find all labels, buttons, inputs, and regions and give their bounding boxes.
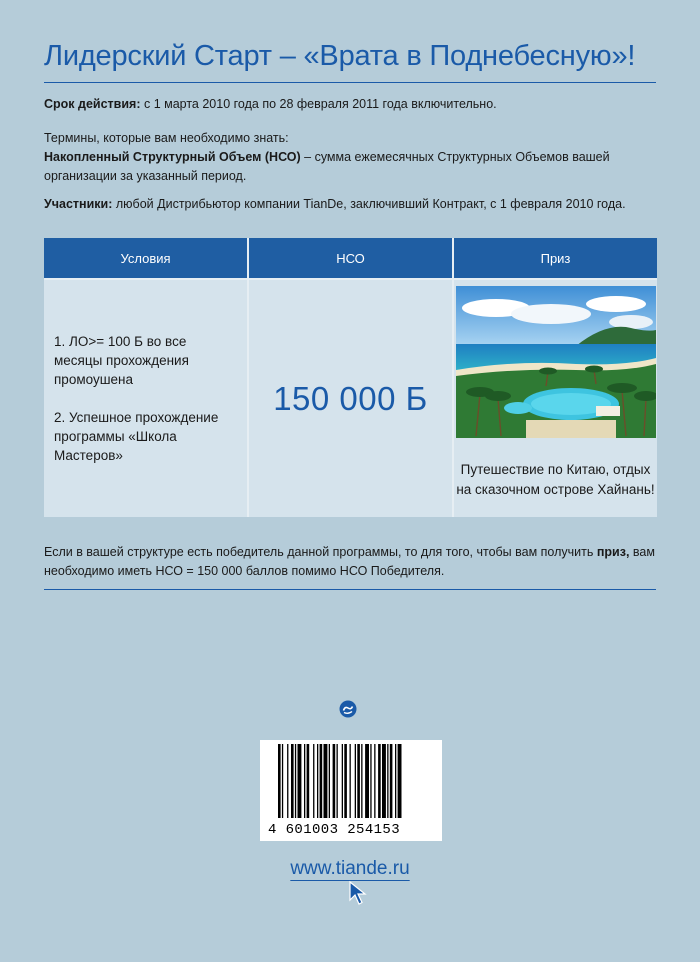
mouse-cursor-icon bbox=[348, 880, 368, 906]
validity-label: Срок действия: bbox=[44, 97, 141, 111]
barcode-stripe bbox=[398, 744, 402, 818]
tiande-logo-icon bbox=[339, 700, 357, 718]
barcode-stripe bbox=[282, 744, 283, 818]
barcode-stripe bbox=[387, 744, 388, 818]
barcode-stripe bbox=[357, 744, 360, 818]
term-name: Накопленный Структурный Объем (НСО) bbox=[44, 150, 301, 164]
hainan-resort-photo bbox=[456, 286, 656, 438]
note-paragraph bbox=[44, 543, 664, 581]
header-prize: Приз bbox=[454, 238, 657, 278]
prize-cell bbox=[454, 280, 657, 517]
barcode-stripe bbox=[378, 744, 381, 818]
barcode-stripe bbox=[313, 744, 314, 818]
website-link[interactable]: www.tiande.ru bbox=[290, 858, 410, 879]
barcode-stripe bbox=[337, 744, 338, 818]
footer-divider bbox=[44, 589, 656, 590]
conditions-table bbox=[44, 238, 657, 517]
note-text-1: Если в вашей структуре есть победитель данной программы, то для того, чтобы вам получить bbox=[44, 545, 597, 559]
barcode bbox=[260, 740, 442, 841]
barcode-number: 4 601003 254153 bbox=[268, 822, 401, 838]
barcode-stripe bbox=[320, 744, 323, 818]
note-prize-word: приз, bbox=[596, 545, 630, 559]
term-definition: – сумма ежемесячных Структурных Объемов вашей организации за указанный период. bbox=[44, 150, 610, 183]
participants-paragraph bbox=[44, 195, 664, 214]
condition-item: 2. Успешное прохождение программы «Школа Мастеров» bbox=[54, 410, 219, 463]
barcode-stripe bbox=[304, 744, 305, 818]
barcode-stripe bbox=[298, 744, 302, 818]
barcode-stripe bbox=[382, 744, 386, 818]
barcode-stripe bbox=[344, 744, 347, 818]
barcode-stripe bbox=[329, 744, 330, 818]
barcode-stripe bbox=[291, 744, 294, 818]
barcode-stripe bbox=[278, 744, 281, 818]
terms-paragraph bbox=[44, 129, 664, 186]
barcode-stripe bbox=[365, 744, 369, 818]
prize-caption: Путешествие по Китаю, отдых на сказочном острове Хайнань! bbox=[456, 462, 655, 497]
header-nso: НСО bbox=[249, 238, 452, 278]
barcode-stripe bbox=[342, 744, 343, 818]
validity-text: с 1 марта 2010 года по 28 февраля 2011 года включительно. bbox=[140, 97, 497, 111]
barcode-stripe bbox=[324, 744, 328, 818]
page-title: Лидерский Старт – «Врата в Поднебесную»! bbox=[44, 40, 636, 72]
barcode-stripe bbox=[287, 744, 288, 818]
note-text-2: вам необходимо иметь НСО = 150 000 баллов помимо НСО Победителя. bbox=[44, 545, 655, 578]
condition-item: 1. ЛО>= 100 Б во все месяцы прохождения промоушена bbox=[54, 334, 189, 387]
terms-intro: Термины, которые вам необходимо знать: bbox=[44, 131, 289, 145]
barcode-stripe bbox=[333, 744, 336, 818]
barcode-stripe bbox=[370, 744, 371, 818]
barcode-stripe bbox=[350, 744, 351, 818]
barcode-stripe bbox=[355, 744, 356, 818]
participants-label: Участники: bbox=[44, 197, 113, 211]
header-conditions: Условия bbox=[44, 238, 247, 278]
barcode-stripe bbox=[361, 744, 362, 818]
participants-text: любой Дистрибьютор компании TianDe, заключивший Контракт, с 1 февраля 2010 года. bbox=[112, 197, 626, 211]
validity-paragraph bbox=[44, 95, 664, 114]
barcode-stripe bbox=[374, 744, 375, 818]
barcode-stripe bbox=[395, 744, 396, 818]
barcode-stripe bbox=[295, 744, 296, 818]
nso-value: 150 000 Б bbox=[273, 379, 428, 417]
barcode-stripe bbox=[307, 744, 310, 818]
barcode-stripe bbox=[317, 744, 318, 818]
title-divider bbox=[44, 82, 656, 83]
conditions-cell bbox=[44, 280, 247, 517]
nso-cell bbox=[249, 280, 452, 517]
barcode-stripe bbox=[390, 744, 393, 818]
